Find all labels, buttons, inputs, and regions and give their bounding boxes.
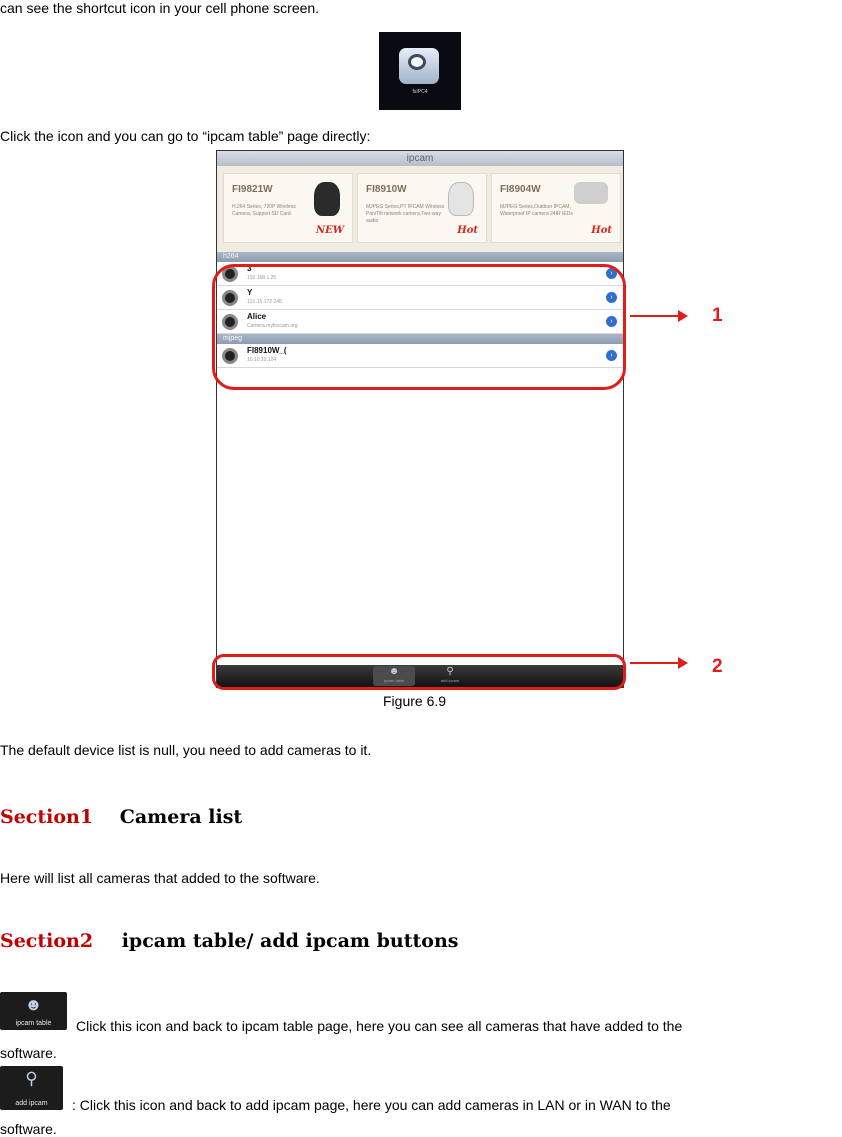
section-number: Section2 [0,930,94,952]
group-header: mjpeg [217,334,623,344]
figure-caption: Figure 6.9 [383,693,447,709]
product-model: FI9821W [232,184,273,195]
product-tag: NEW [316,225,344,236]
body-text: software. [0,1045,57,1061]
annotation-box-tab-bar [212,654,626,690]
camera-name: Alice [247,312,267,321]
section-number: Section1 [0,806,94,828]
disclosure-icon[interactable]: › [606,292,617,303]
tab-label: add ipcam [440,678,460,683]
camera-name: Y [247,288,253,297]
annotation-arrow [630,315,686,317]
body-text: Click this icon and back to ipcam table page, here you can see all cameras that have added to the [76,1018,683,1034]
phone-title-bar: ipcam [217,151,623,166]
button-label: ipcam table [15,1020,52,1027]
camera-name: 3 [247,264,252,273]
user-icon: ☻ [24,995,43,1014]
camera-image [448,182,474,216]
ipcam-table-button-image [0,992,67,1030]
tab-label: ipcam table [383,678,405,683]
camera-address: Camera.myfoscam.org [247,323,298,329]
product-desc: H.264 Series, 720P Wireless Camera, Support SD Card [232,204,296,217]
instruction-line: Click the icon and you can go to “ipcam table” page directly: [0,128,371,144]
section1-heading [0,806,242,828]
product-model: FI8904W [500,184,541,195]
section-title: ipcam table/ add ipcam buttons [121,930,459,952]
add-ipcam-button-image [0,1066,63,1110]
camera-image [574,182,608,204]
product-model: FI8910W [366,184,407,195]
camera-address: 192.168.1.25 [247,275,277,281]
search-icon: ⚲ [446,666,454,677]
camera-lens-icon [408,54,426,70]
search-icon: ⚲ [25,1069,38,1088]
body-text: The default device list is null, you need to add cameras to it. [0,742,372,758]
group-header: h264 [217,252,623,262]
body-text: software. [0,1121,57,1137]
product-tag: Hot [457,225,478,236]
callout-2: 2 [712,656,723,677]
camera-address: 121.15.172.248 [247,299,282,305]
section2-heading [0,930,459,952]
body-text: Here will list all cameras that added to the software. [0,870,320,886]
product-banner [217,166,623,252]
camera-address: 10.10.10.104 [247,357,277,363]
body-text: : Click this icon and back to add ipcam page, here you can add cameras in LAN or in WAN to the [72,1097,671,1113]
annotation-box-camera-list [212,264,626,390]
callout-1: 1 [712,305,723,326]
section-title: Camera list [119,806,243,828]
product-card[interactable] [491,173,621,243]
product-card[interactable] [357,173,487,243]
annotation-arrow [630,662,686,664]
camera-name: FI8910W_( [247,346,287,355]
product-desc: MJPEG Series,PT IPCAM Wireless Pan/Tilt network camera,Two-way audio [366,204,445,224]
button-label: add ipcam [15,1100,48,1107]
disclosure-icon[interactable]: › [606,350,617,361]
product-desc: MJPEG Series,Outdoor IPCAM, Waterproof IP camera 24IR IEDs [500,204,573,217]
disclosure-icon[interactable]: › [606,268,617,279]
intro-line: can see the shortcut icon in your cell phone screen. [0,0,320,16]
shortcut-label: fsIPC4 [412,89,428,95]
user-icon: ☻ [388,666,400,677]
shortcut-app-icon [379,32,461,110]
disclosure-icon[interactable]: › [606,316,617,327]
camera-image [314,182,340,216]
phone-screenshot [216,150,624,688]
product-tag: Hot [591,225,612,236]
product-card[interactable] [223,173,353,243]
